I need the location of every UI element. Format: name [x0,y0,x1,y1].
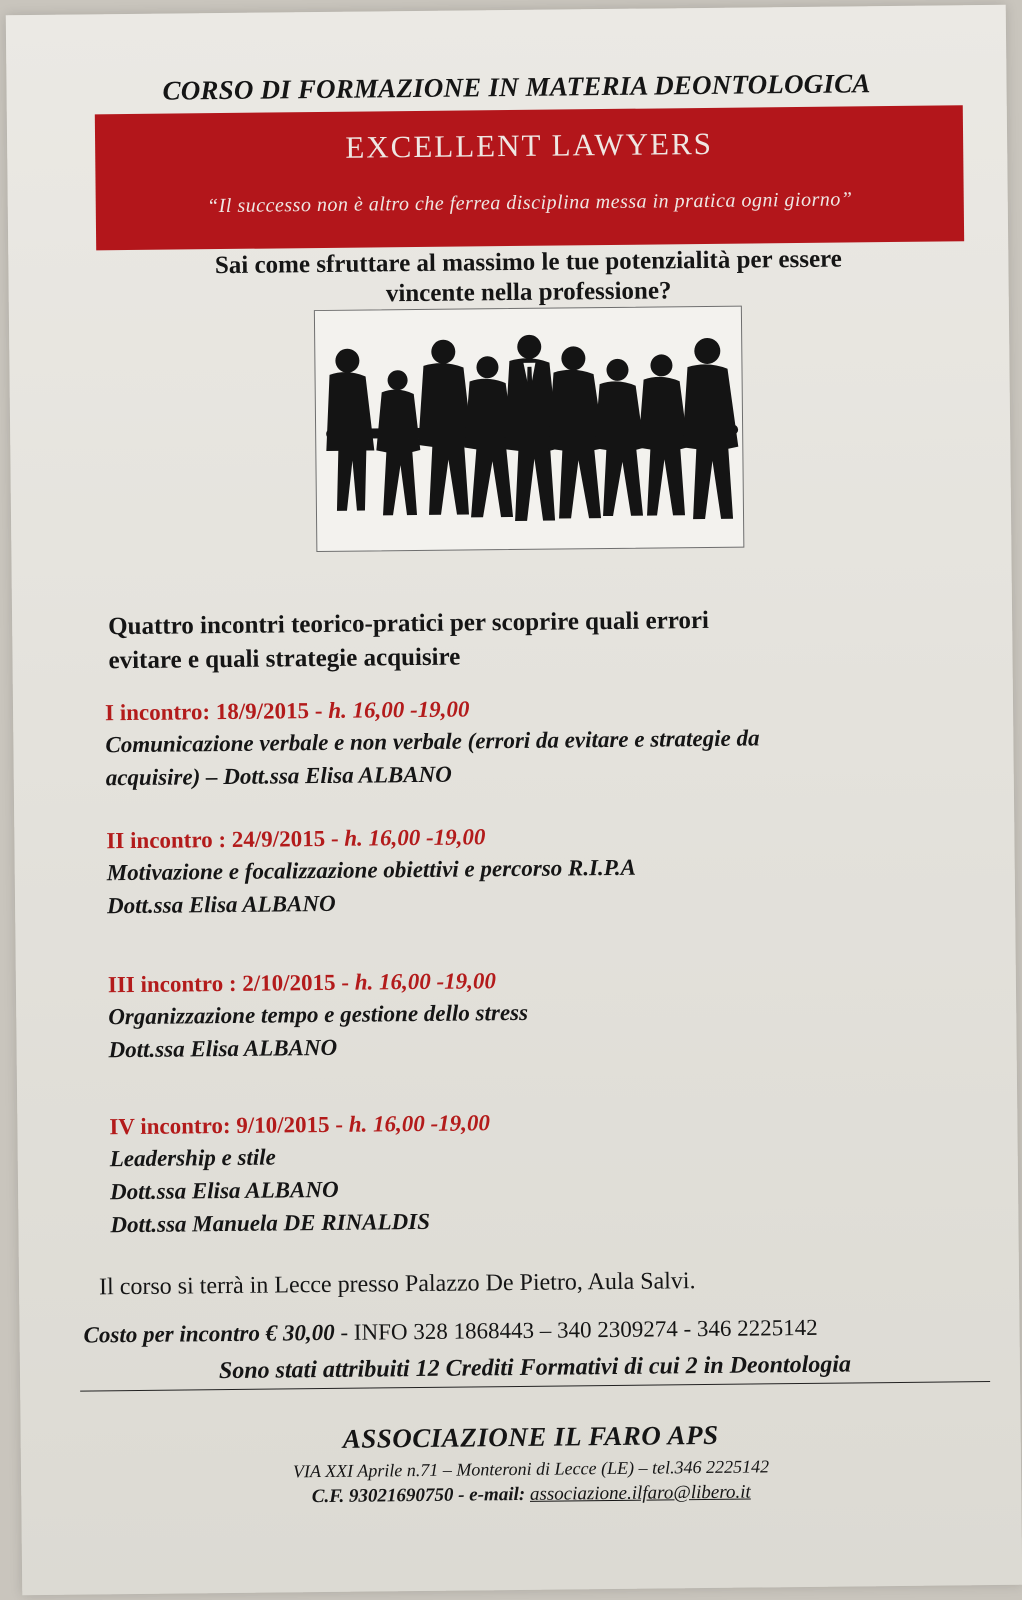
session-1-time: h. 16,00 -19,00 [328,696,470,723]
tax-code-line [211,1481,851,1510]
session-4 [109,1104,930,1242]
session-1-line-2: acquisire) – Dott.ssa Elisa ALBANO [105,761,452,791]
session-1-line-1: Comunicazione verbale e non verbale (errori da evitare e strategie da [105,725,760,758]
session-4-line-1: Leadership e stile [109,1144,276,1172]
brand-banner [95,105,964,250]
session-2-time: h. 16,00 -19,00 [344,824,486,851]
session-3-line-2: Dott.ssa Elisa ALBANO [108,1034,338,1063]
footer [211,1419,852,1510]
session-3-date: III incontro : 2/10/2015 - [107,969,355,998]
session-4-line-2: Dott.ssa Elisa ALBANO [109,1176,339,1205]
session-2-line-1: Motivazione e focalizzazione obiettivi e percorso R.I.P.A [106,854,637,886]
session-1-date: I incontro: 18/9/2015 - [104,697,329,726]
session-3 [108,962,929,1067]
headline-line-2: vincente nella professione? [385,277,672,308]
session-2 [106,818,927,923]
session-3-time: h. 16,00 -19,00 [354,968,497,995]
intro-line-2: evitare e quali strategie acquisire [108,643,461,675]
session-4-time: h. 16,00 -19,00 [348,1110,491,1137]
brand-motto: “Il successo non è altro che ferrea disciplina messa in pratica ogni giorno” [206,188,853,218]
crowd-silhouette-graphic [315,307,743,551]
session-4-line-3: Dott.ssa Manuela DE RINALDIS [110,1208,431,1238]
intro-line-1: Quattro incontri teorico-pratici per scoprire quali errori [108,606,710,641]
session-2-line-2: Dott.ssa Elisa ALBANO [106,890,336,919]
phone-info: - INFO 328 1868443 – 340 2309274 - 346 2225142 [334,1314,818,1345]
session-3-line-1: Organizzazione tempo e gestione dello stress [108,999,529,1030]
session-2-date: II incontro : 24/9/2015 - [106,825,345,854]
association-address: VIA XXI Aprile n.71 – Monteroni di Lecce (LE) – tel.346 2225142 [292,1456,770,1482]
session-4-date: IV incontro: 9/10/2015 - [109,1111,349,1140]
course-title: CORSO DI FORMAZIONE IN MATERIA DEONTOLOGICA [162,68,871,106]
intro-text [108,602,909,678]
email-link[interactable]: associazione.ilfaro@libero.it [529,1481,751,1505]
flyer-sheet [6,5,1022,1595]
session-1 [105,690,926,795]
course-location: Il corso si terrà in Lecce presso Palazzo De Pietro, Aula Salvi. [98,1268,696,1301]
email-label: e-mail: [469,1483,531,1506]
headline-line-1: Sai come sfruttare al massimo le tue potenzialità per essere [214,245,842,280]
silhouette-crowd-icon [314,306,745,552]
tax-code: C.F. 93021690750 - [311,1484,470,1508]
brand-name: EXCELLENT LAWYERS [345,125,714,165]
headline-question [118,244,939,313]
credits-note: Sono stati attribuiti 12 Crediti Formativi di cui 2 in Deontologia [80,1350,990,1392]
association-name: ASSOCIAZIONE IL FARO APS [342,1419,719,1454]
cost-info [83,1311,983,1350]
cost-label: Costo per incontro € 30,00 [83,1319,335,1348]
